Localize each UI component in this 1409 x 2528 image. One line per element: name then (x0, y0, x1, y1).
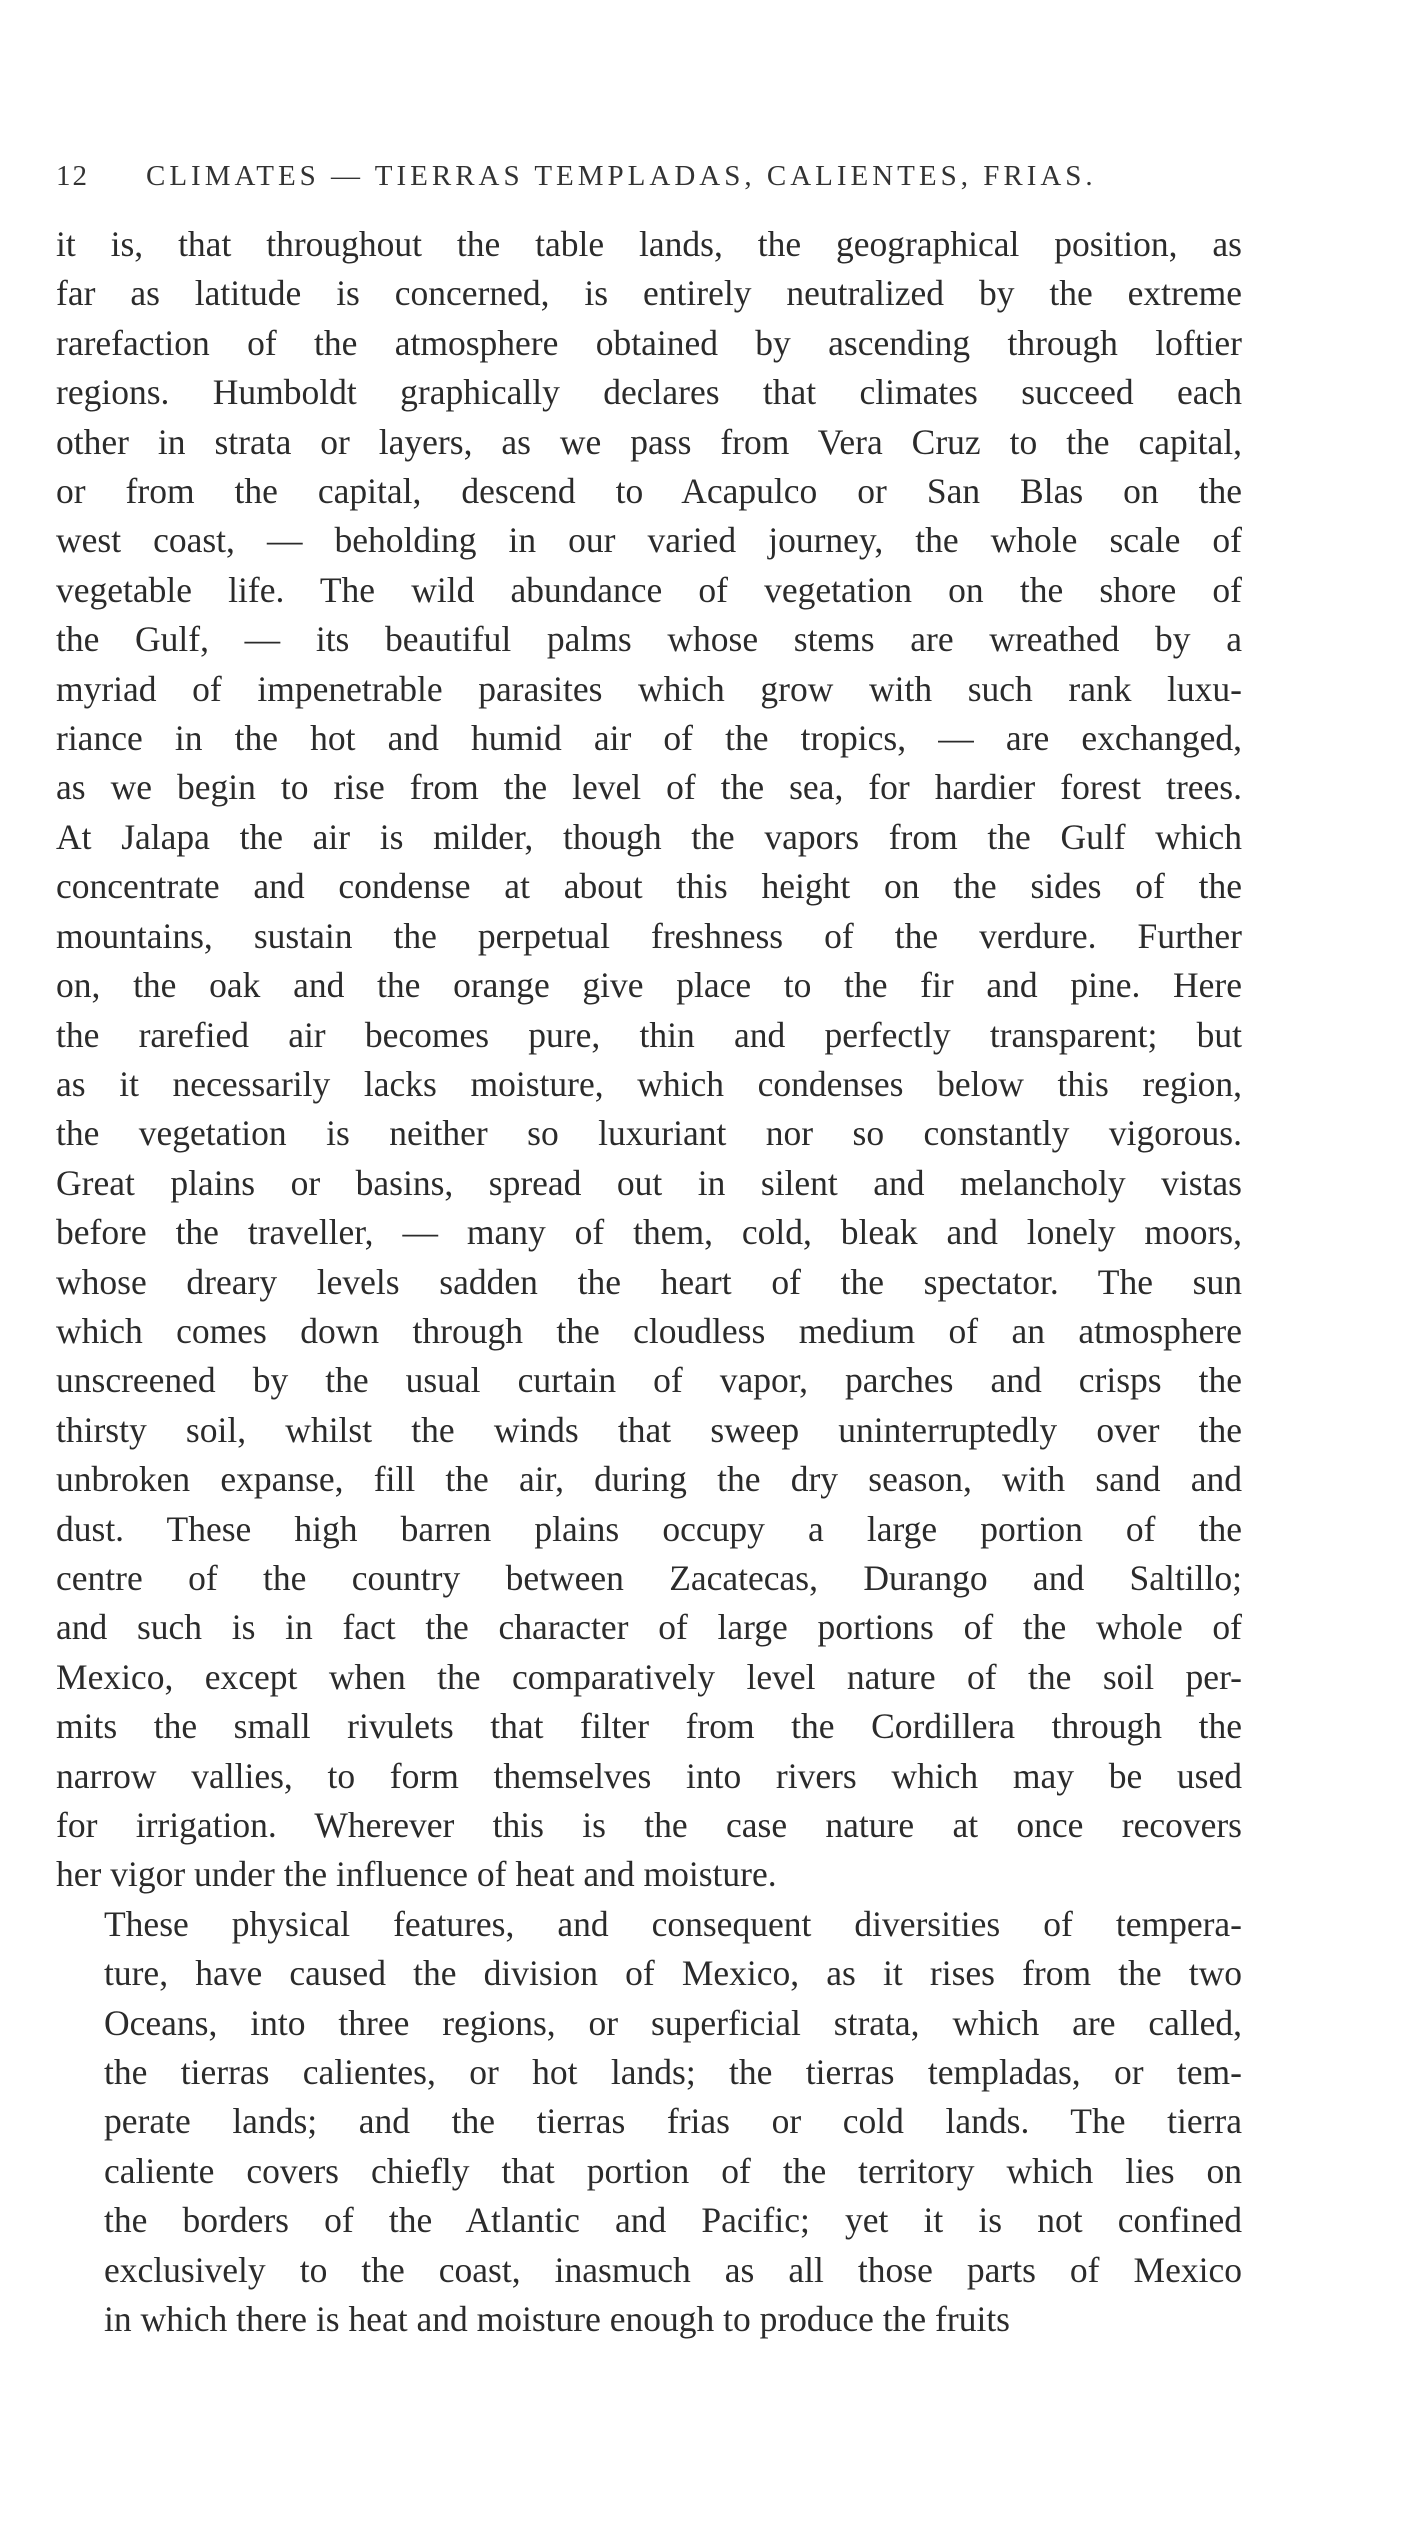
text-line: myriad of impenetrable parasites which grow with such rank luxu- (56, 668, 1242, 709)
paragraph (56, 1900, 1242, 2345)
text-line: which comes down through the cloudless medium of an atmosphere (56, 1310, 1242, 1351)
text-line: centre of the country between Zacatecas, Durango and Saltillo; (56, 1557, 1242, 1598)
text-line: the tierras calientes, or hot lands; the tierras templadas, or tem- (104, 2052, 1242, 2093)
text-line: the rarefied air becomes pure, thin and perfectly transparent; but (56, 1014, 1242, 1055)
text-line: the Gulf, — its beautiful palms whose stems are wreathed by a (56, 619, 1242, 660)
text-line: narrow vallies, to form themselves into rivers which may be used (56, 1755, 1242, 1796)
text-line: unscreened by the usual curtain of vapor, parches and crisps the (56, 1360, 1242, 1401)
text-line: concentrate and condense at about this height on the sides of the (56, 866, 1242, 907)
text-line: on, the oak and the orange give place to the fir and pine. Here (56, 965, 1242, 1006)
page-number: 12 (56, 160, 89, 192)
text-line: regions. Humboldt graphically declares that climates succeed each (56, 372, 1242, 413)
text-line: unbroken expanse, fill the air, during the dry season, with sand and (56, 1459, 1242, 1500)
text-line: far as latitude is concerned, is entirely neutralized by the extreme (56, 273, 1242, 314)
text-line: it is, that throughout the table lands, the geographical position, as (56, 224, 1242, 264)
text-line: west coast, — beholding in our varied journey, the whole scale of (56, 520, 1242, 561)
book-page (56, 160, 1242, 2344)
text-line: ture, have caused the division of Mexico, as it rises from the two (104, 1953, 1242, 1994)
text-line: At Jalapa the air is milder, though the vapors from the Gulf which (56, 816, 1242, 857)
text-line: other in strata or layers, as we pass from Vera Cruz to the capital, (56, 421, 1242, 462)
text-line: and such is in fact the character of large portions of the whole of (56, 1607, 1242, 1648)
text-line: vegetable life. The wild abundance of vegetation on the shore of (56, 569, 1242, 610)
paragraph (56, 220, 1242, 1900)
text-line: or from the capital, descend to Acapulco or San Blas on the (56, 471, 1242, 512)
text-line: the vegetation is neither so luxuriant nor so constantly vigorous. (56, 1113, 1242, 1154)
text-line: These physical features, and consequent diversities of tempera- (104, 1903, 1242, 1944)
text-line: riance in the hot and humid air of the tropics, — are exchanged, (56, 718, 1242, 759)
text-line: as we begin to rise from the level of the sea, for hardier forest trees. (56, 767, 1242, 808)
text-line: in which there is heat and moisture enough to produce the fruits (104, 2299, 1010, 2340)
text-line: perate lands; and the tierras frias or cold lands. The tierra (104, 2101, 1242, 2142)
text-line: dust. These high barren plains occupy a large portion of the (56, 1508, 1242, 1549)
text-line: mountains, sustain the perpetual freshness of the verdure. Further (56, 915, 1242, 956)
text-line: Great plains or basins, spread out in silent and melancholy vistas (56, 1162, 1242, 1203)
running-head-title: CLIMATES — TIERRAS TEMPLADAS, CALIENTES, FRIAS. (146, 160, 1097, 192)
text-line: the borders of the Atlantic and Pacific; yet it is not confined (104, 2200, 1242, 2241)
text-line: Oceans, into three regions, or superficial strata, which are called, (104, 2002, 1242, 2043)
text-line: thirsty soil, whilst the winds that sweep uninterruptedly over the (56, 1409, 1242, 1450)
text-line: mits the small rivulets that filter from the Cordillera through the (56, 1706, 1242, 1747)
text-line: whose dreary levels sadden the heart of the spectator. The sun (56, 1261, 1242, 1302)
text-line: as it necessarily lacks moisture, which condenses below this region, (56, 1063, 1242, 1104)
text-line: exclusively to the coast, inasmuch as all those parts of Mexico (104, 2249, 1242, 2290)
text-line: caliente covers chiefly that portion of the territory which lies on (104, 2150, 1242, 2191)
text-line: her vigor under the influence of heat and moisture. (56, 1854, 777, 1895)
text-line: Mexico, except when the comparatively level nature of the soil per- (56, 1656, 1242, 1697)
running-head (56, 160, 1242, 208)
body-text (56, 220, 1242, 2344)
text-line: before the traveller, — many of them, cold, bleak and lonely moors, (56, 1212, 1242, 1253)
text-line: rarefaction of the atmosphere obtained by ascending through loftier (56, 322, 1242, 363)
text-line: for irrigation. Wherever this is the case nature at once recovers (56, 1805, 1242, 1845)
